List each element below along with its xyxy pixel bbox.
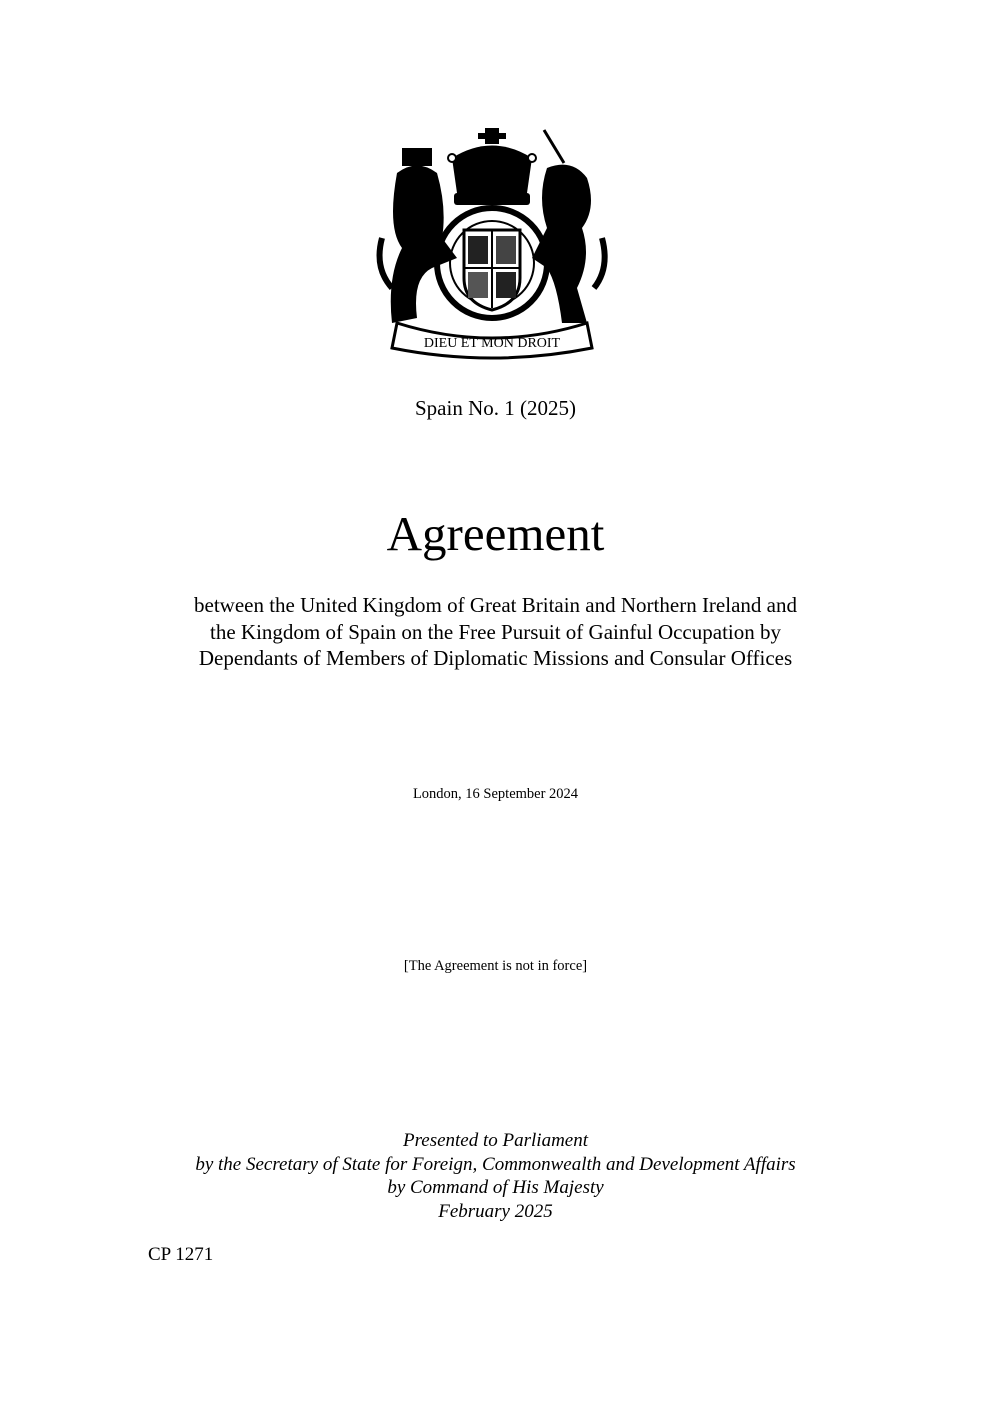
subtitle-line: the Kingdom of Spain on the Free Pursuit of Gainful Occupation by	[210, 619, 781, 644]
presented-line: by Command of His Majesty	[387, 1177, 604, 1198]
presentation-statement	[0, 1129, 991, 1223]
document-title: Agreement	[386, 506, 605, 561]
unicorn-supporter-icon	[532, 130, 605, 323]
motto-text: DIEU ET MON DROIT	[423, 336, 561, 351]
subtitle-line: Dependants of Members of Diplomatic Missions and Consular Offices	[198, 646, 793, 670]
crown-icon	[448, 128, 536, 205]
presented-line: February 2025	[438, 1200, 553, 1222]
subtitle-line: between the United Kingdom of Great Britain and Northern Ireland and	[194, 593, 797, 617]
series-number: Spain No. 1 (2025)	[415, 396, 576, 420]
presented-line: by the Secretary of State for Foreign, Commonwealth and Development Affairs	[195, 1153, 796, 1175]
command-paper-number: CP 1271	[148, 1244, 214, 1265]
place-and-date: London, 16 September 2024	[412, 786, 579, 802]
force-status: [The Agreement is not in force]	[403, 958, 588, 974]
presented-line: Presented to Parliament	[402, 1130, 589, 1151]
royal-coat-of-arms-logo	[372, 118, 612, 363]
document-subtitle	[0, 592, 991, 672]
